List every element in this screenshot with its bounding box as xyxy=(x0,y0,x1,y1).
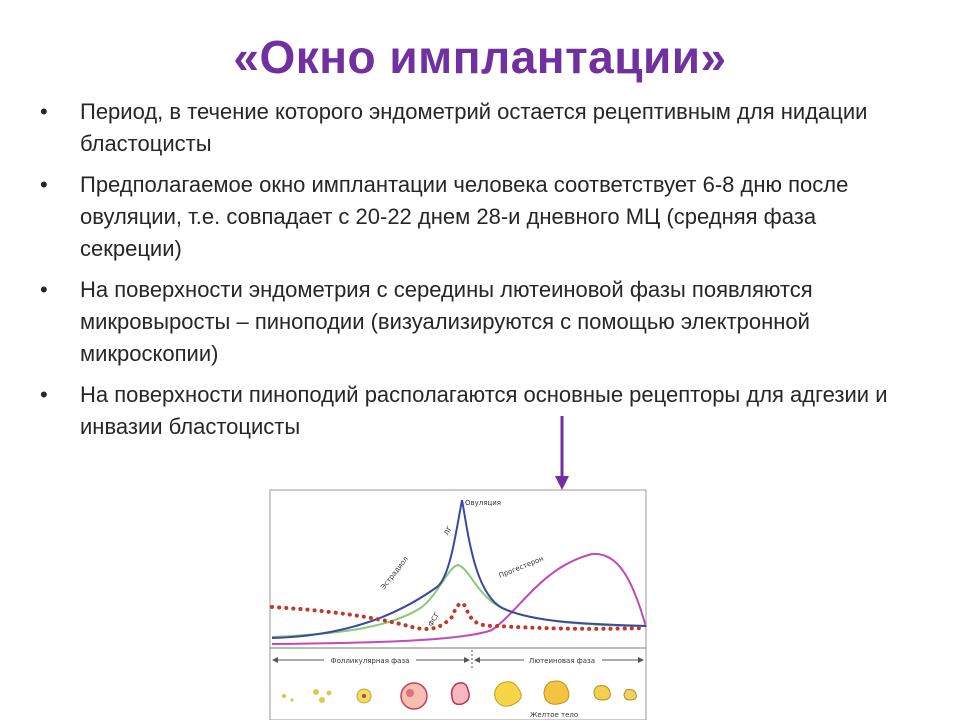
corpus-luteum-label: Желтое тело xyxy=(529,711,579,719)
hormone-cycle-figure xyxy=(262,412,652,720)
bullet-text: Предполагаемое окно имплантации человека соответствует 6-8 дню после овуляции, т.е. совпадает с 20-22 днем 28-и дневного МЦ (средняя фаза секреции) xyxy=(80,172,849,261)
bullet-item xyxy=(38,169,918,265)
bullet-text: На поверхности эндометрия с середины лютеиновой фазы появляются микровыросты – пиноподии (визуализируются с помощью электронной микроскопии) xyxy=(80,277,813,366)
slide-title: «Окно имплантации» xyxy=(233,31,727,83)
bullet-dot-icon: • xyxy=(40,277,48,302)
lh-label: ЛГ xyxy=(442,524,455,537)
bullet-text: Период, в течение которого эндометрий остается рецептивным для нидации бластоцисты xyxy=(80,99,868,156)
bullet-item xyxy=(38,274,918,370)
bullet-item xyxy=(38,96,918,160)
bullet-dot-icon: • xyxy=(40,382,48,407)
marker-arrow-head-icon xyxy=(555,476,569,490)
bullet-list xyxy=(38,96,918,452)
ovulation-label: Овуляция xyxy=(465,499,501,507)
follicular-phase-label: Фолликулярная фаза xyxy=(330,657,410,665)
estradiol-label: Эстрадиол xyxy=(379,555,411,592)
fsh-label: ФСГ xyxy=(426,610,442,628)
bullet-dot-icon: • xyxy=(40,172,48,197)
bullet-dot-icon: • xyxy=(40,99,48,124)
progesterone-label: Прогестерон xyxy=(497,554,545,580)
hormone-cycle-diagram xyxy=(262,412,652,720)
bullet-text: На поверхности пиноподий располагаются основные рецепторы для адгезии и инвазии бластоцисты xyxy=(80,382,888,439)
luteal-phase-label: Лютеиновая фаза xyxy=(528,657,596,665)
